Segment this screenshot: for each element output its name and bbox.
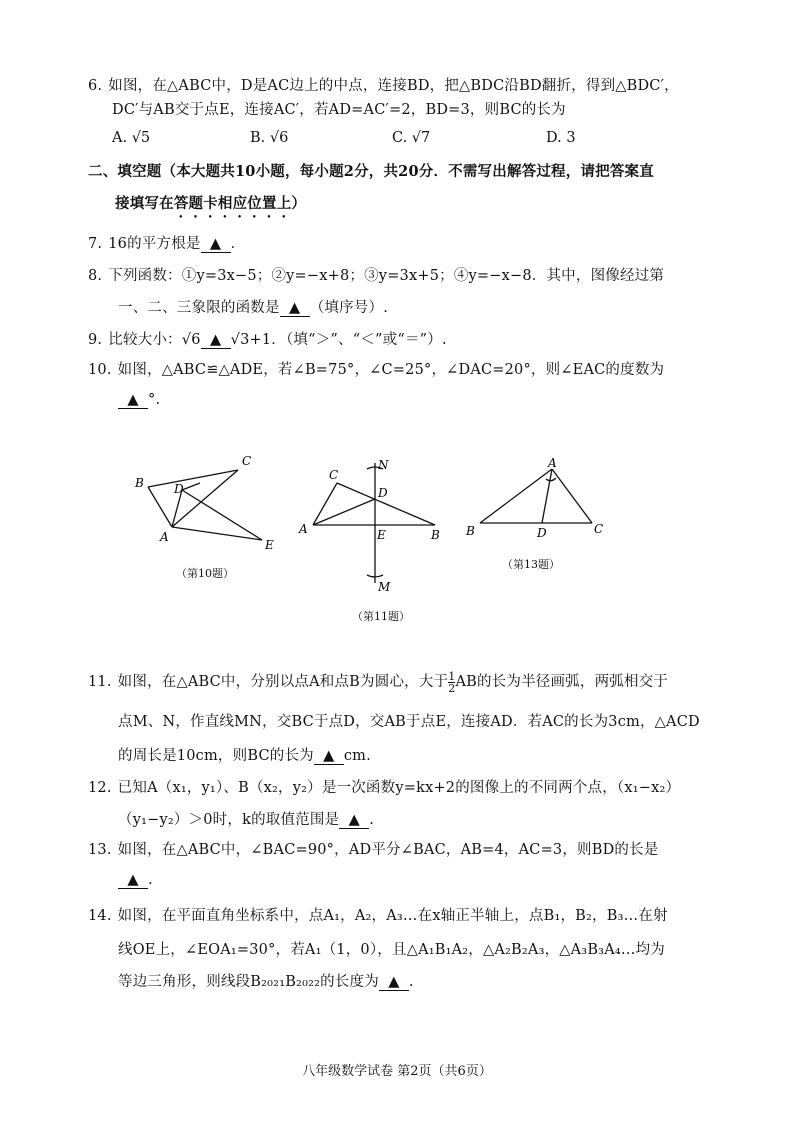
fig10-label-d: D xyxy=(174,482,184,496)
q11-answer-blank: ▲ xyxy=(314,748,344,765)
fig13-caption: （第13题） xyxy=(502,558,560,571)
q11-frac-den: 2 xyxy=(448,681,456,695)
q7-answer-blank: ▲ xyxy=(201,236,231,253)
q10-line1 xyxy=(88,358,664,379)
q8-text-2: 一、二、三象限的函数是 xyxy=(118,300,280,316)
q14-post: . xyxy=(408,974,414,990)
q9-post: √3+1．（填“＞”、“＜”或“＝”）. xyxy=(230,332,447,348)
q12-text-1: 已知A（x₁，y₁）、B（x₂，y₂）是一次函数y=kx+2的图像上的不同两个点，（x₁−x₂） xyxy=(117,780,681,796)
q10-text: 如图，△ABC≌△ADE，若∠B=75°，∠C=25°，∠DAC=20°，则∠EAC的度数为 xyxy=(117,362,665,378)
q11-text-1: 如图，在△ABC中，分别以点A和点B为圆心，大于 xyxy=(117,674,449,690)
fig11-label-a: A xyxy=(299,522,308,536)
q14-number: 14. xyxy=(88,908,112,924)
q7-post: ． xyxy=(230,236,246,252)
q10-post: °. xyxy=(148,392,161,408)
section2-heading-2 xyxy=(115,192,306,221)
q13-post: . xyxy=(148,872,153,888)
fig13-label-a: A xyxy=(548,456,557,470)
fig11-label-n: N xyxy=(378,458,389,472)
q8-text-1: 下列函数：①y=3x−5；②y=−x+8；③y=3x+5；④y=−x−8．其中，图像经过第 xyxy=(108,268,665,284)
fig10-label-e: E xyxy=(265,538,274,552)
fig11-label-m: M xyxy=(378,580,391,594)
q9-number: 9. xyxy=(88,332,103,348)
fig11-label-e: E xyxy=(377,528,386,542)
q14-answer-blank: ▲ xyxy=(379,974,409,991)
q14-text-3: 等边三角形，则线段B₂₀₂₁B₂₀₂₂的长度为 xyxy=(118,974,379,990)
fig13-label-b: B xyxy=(466,524,475,538)
section2-heading-2-emph: 答题卡相应位置上 xyxy=(173,195,292,212)
q12-text-2: （y₁−y₂）＞0时，k的取值范围是 xyxy=(118,812,340,828)
q9 xyxy=(88,328,447,349)
fig13-label-d: D xyxy=(537,526,547,540)
q6-option-b: B. √6 xyxy=(250,130,289,146)
q12-number: 12. xyxy=(88,780,112,796)
figure-10 xyxy=(130,445,290,555)
fig11-label-b: B xyxy=(431,528,440,542)
fig11-caption: （第11题） xyxy=(352,610,410,623)
q11-line3 xyxy=(118,744,371,765)
q9-answer-blank: ▲ xyxy=(201,332,231,349)
q8-line1 xyxy=(88,264,664,285)
q14-text-2: 线OE上，∠EOA₁=30°，若A₁（1，0），且△A₁B₁A₂，△A₂B₂A₃，△A₃B₃A₄…均为 xyxy=(118,942,665,958)
q14-text-1: 如图，在平面直角坐标系中，点A₁，A₂，A₃…在x轴正半轴上，点B₁，B₂，B₃…在射 xyxy=(117,908,668,924)
q6-text-1: 如图，在△ABC中，D是AC边上的中点，连接BD，把△BDC沿BD翻折，得到△BDC′， xyxy=(108,78,679,94)
q11-frac-num: 1 xyxy=(448,669,456,683)
q13-number: 13. xyxy=(88,842,112,858)
q14-line3 xyxy=(118,970,414,991)
q6-option-a: A. √5 xyxy=(112,130,151,146)
figure-11 xyxy=(295,455,455,595)
q13-line1 xyxy=(88,838,659,859)
q11-post: cm. xyxy=(343,748,371,764)
q11-number: 11. xyxy=(88,674,112,690)
fig10-label-b: B xyxy=(135,476,144,490)
q11-text-3: 的周长是10cm，则BC的长为 xyxy=(118,748,314,764)
q13-text: 如图，在△ABC中，∠BAC=90°，AD平分∠BAC，AB=4，AC=3，则BD的长是 xyxy=(117,842,659,858)
q11-line1 xyxy=(88,670,668,694)
page-footer: 八年级数学试卷 第2页（共6页） xyxy=(302,1064,492,1079)
fig10-label-c: C xyxy=(242,454,252,468)
q12-post: . xyxy=(369,812,375,828)
q8-post: （填序号）. xyxy=(309,300,389,316)
q7 xyxy=(88,232,245,253)
q12-line1 xyxy=(88,776,680,797)
q12-answer-blank: ▲ xyxy=(339,812,369,829)
q6-line1 xyxy=(88,74,679,95)
q7-text: 16的平方根是 xyxy=(108,236,201,252)
q6-text-2: DC′与AB交于点E，连接AC′，若AD=AC′=2，BD=3，则BC的长为 xyxy=(112,102,566,118)
fig10-caption: （第10题） xyxy=(176,567,234,580)
q6-option-d: D. 3 xyxy=(546,130,576,146)
figure-13 xyxy=(462,455,612,545)
section2-heading-2-post: ） xyxy=(291,195,307,212)
q9-text: 比较大小：√6 xyxy=(108,332,201,348)
q8-number: 8. xyxy=(88,268,103,284)
fig11-label-d: D xyxy=(378,486,388,500)
q8-answer-blank: ▲ xyxy=(280,300,310,317)
q6-number: 6. xyxy=(88,78,103,94)
section2-heading-1: 二、填空题（本大题共10小题，每小题2分，共20分．不需写出解答过程，请把答案直 xyxy=(88,163,654,180)
fig13-label-c: C xyxy=(594,522,604,536)
q10-answer-blank: ▲ xyxy=(118,392,148,409)
q10-line2 xyxy=(118,392,160,409)
q11-text-2: 点M、N，作直线MN，交BC于点D，交AB于点E，连接AD．若AC的长为3cm，△ACD xyxy=(118,714,700,730)
section2-heading-2-pre: 接填写在 xyxy=(115,195,174,212)
fig11-label-c: C xyxy=(329,468,339,482)
q8-line2 xyxy=(118,296,388,317)
q14-line1 xyxy=(88,904,668,925)
q10-number: 10. xyxy=(88,362,112,378)
q13-answer-blank: ▲ xyxy=(118,872,148,889)
q6-option-c: C. √7 xyxy=(392,130,431,146)
q7-number: 7. xyxy=(88,236,103,252)
q13-line2 xyxy=(118,872,153,889)
q12-line2 xyxy=(118,808,374,829)
fig10-label-a: A xyxy=(160,530,169,544)
q11-text-1b: AB的长为半径画弧，两弧相交于 xyxy=(455,674,669,690)
